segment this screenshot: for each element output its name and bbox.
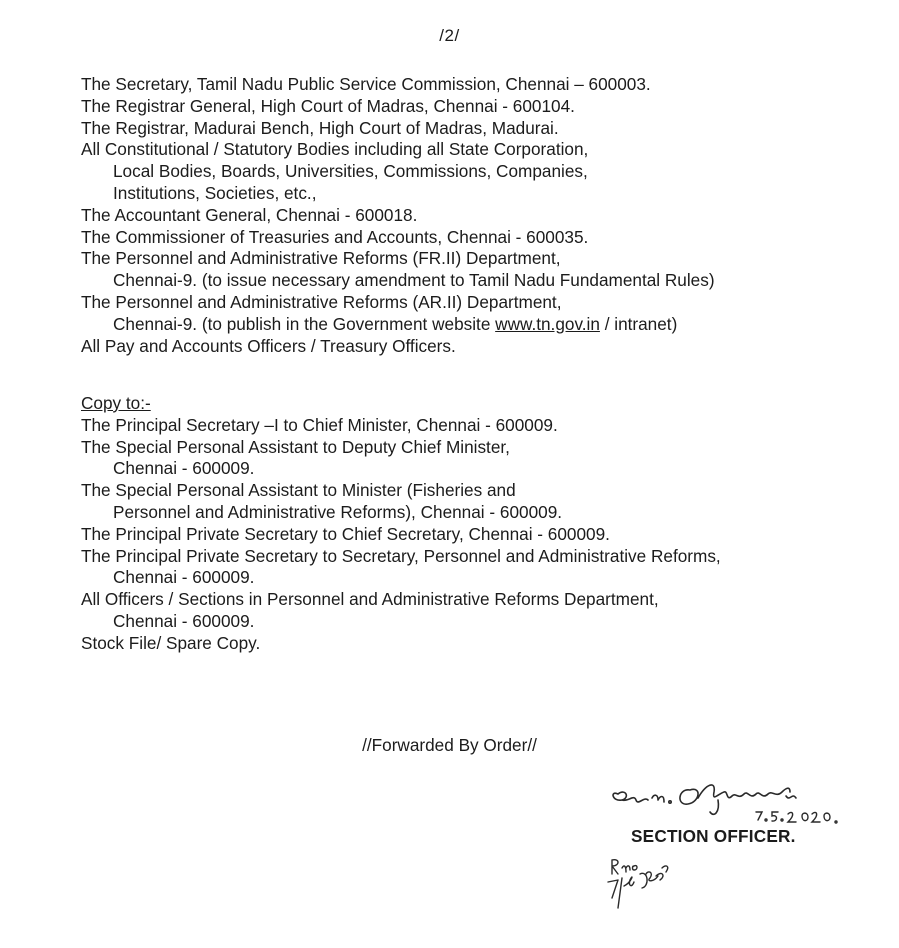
copy-to-line: Chennai - 600009. <box>113 458 255 479</box>
copy-to-line: Stock File/ Spare Copy. <box>81 632 261 653</box>
page-number: /2/ <box>439 26 460 45</box>
copy-to-line: Chennai - 600009. <box>113 567 255 588</box>
addressee-line: Chennai-9. (to issue necessary amendment to Tamil Nadu Fundamental Rules) <box>113 270 715 291</box>
copy-to-line: Chennai - 600009. <box>113 610 255 631</box>
addressee-line: The Accountant General, Chennai - 600018. <box>81 204 418 225</box>
copy-to-line: The Principal Private Secretary to Chief Secretary, Chennai - 600009. <box>81 523 610 544</box>
section-officer-title: SECTION OFFICER. <box>631 826 796 846</box>
addressee-line-ar-website <box>81 314 871 336</box>
forwarded-by-order: //Forwarded By Order// <box>362 735 537 755</box>
signature-image <box>606 772 866 828</box>
addressee-line: The Personnel and Administrative Reforms (AR.II) Department, <box>81 291 562 312</box>
copy-to-lines <box>81 415 871 655</box>
copy-to-line: All Officers / Sections in Personnel and Administrative Reforms Department, <box>81 589 659 610</box>
addressee-line: The Registrar General, High Court of Madras, Chennai - 600104. <box>81 95 575 116</box>
addressee-line: The Personnel and Administrative Reforms (FR.II) Department, <box>81 248 561 269</box>
addressee-line: The Commissioner of Treasuries and Accounts, Chennai - 600035. <box>81 226 589 247</box>
addressee-line: Institutions, Societies, etc., <box>113 182 317 203</box>
addressee-list <box>81 74 871 357</box>
addressee-line: Local Bodies, Boards, Universities, Commissions, Companies, <box>113 161 588 182</box>
website-link[interactable]: www.tn.gov.in <box>495 313 600 334</box>
addressee-line: All Constitutional / Statutory Bodies including all State Corporation, <box>81 139 589 160</box>
copy-to-line: The Special Personal Assistant to Minister (Fisheries and <box>81 480 516 501</box>
ar-line-prefix: Chennai-9. (to publish in the Government website <box>113 313 496 334</box>
addressee-lines <box>81 74 871 314</box>
copy-to-line: The Principal Secretary –I to Chief Minister, Chennai - 600009. <box>81 414 558 435</box>
copy-to-heading: Copy to:- <box>81 393 151 413</box>
copy-to-line: Personnel and Administrative Reforms), Chennai - 600009. <box>113 501 563 522</box>
copy-to-section <box>81 393 871 655</box>
copy-to-line: The Principal Private Secretary to Secretary, Personnel and Administrative Reforms, <box>81 545 721 566</box>
addressee-line-pay-officers: All Pay and Accounts Officers / Treasury Officers. <box>81 335 456 356</box>
copy-to-line: The Special Personal Assistant to Deputy Chief Minister, <box>81 436 510 457</box>
addressee-line: The Registrar, Madurai Bench, High Court of Madras, Madurai. <box>81 117 559 138</box>
initials-image <box>604 852 684 922</box>
ar-line-suffix: / intranet) <box>599 313 678 334</box>
addressee-line: The Secretary, Tamil Nadu Public Service Commission, Chennai – 600003. <box>81 74 651 94</box>
